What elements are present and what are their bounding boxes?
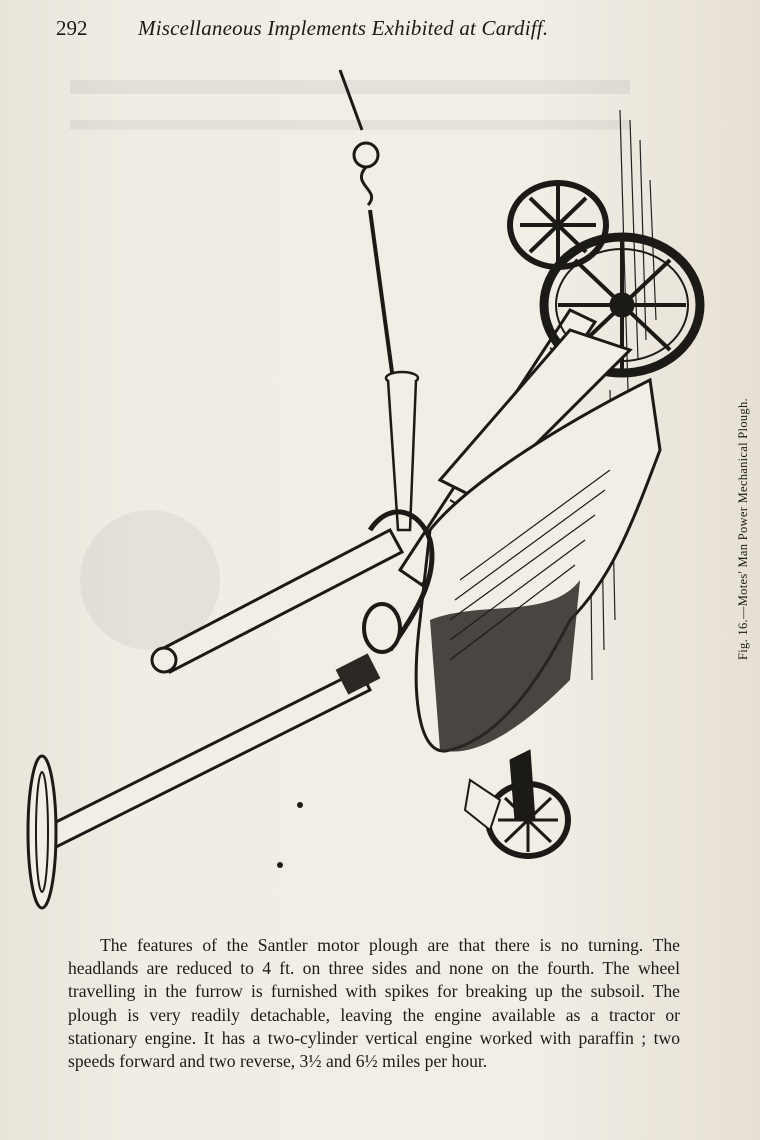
spot: [277, 862, 283, 868]
plough-engraving: [10, 60, 730, 920]
landside-wheel: [465, 750, 568, 856]
page-number: 292: [56, 16, 88, 40]
upright-stand: [386, 372, 418, 530]
plough-illustration: [10, 60, 730, 920]
page-header: [56, 16, 716, 46]
paragraph-text: The features of the Santler motor plough are that there is no turning. The headlands are reduced to 4 ft. on three sides and none on the fourth. The wheel travelling in the furrow is furnished with spikes for breaking up the subsoil. The plough is very readily detachable, leaving the engine available as a tractor or stationary engine. It has a two-cylinder vertical engine worked with paraffin ; two speeds forward and two reverse, 3½ and 6½ miles per hour.: [68, 935, 680, 1072]
long-handle: [28, 653, 380, 908]
spot: [297, 802, 303, 808]
body-paragraph: [68, 934, 680, 1073]
running-title: Miscellaneous Implements Exhibited at Cardiff.: [138, 16, 549, 40]
figure-caption: Fig. 16.—Motes' Man Power Mechanical Plough.: [736, 398, 750, 660]
